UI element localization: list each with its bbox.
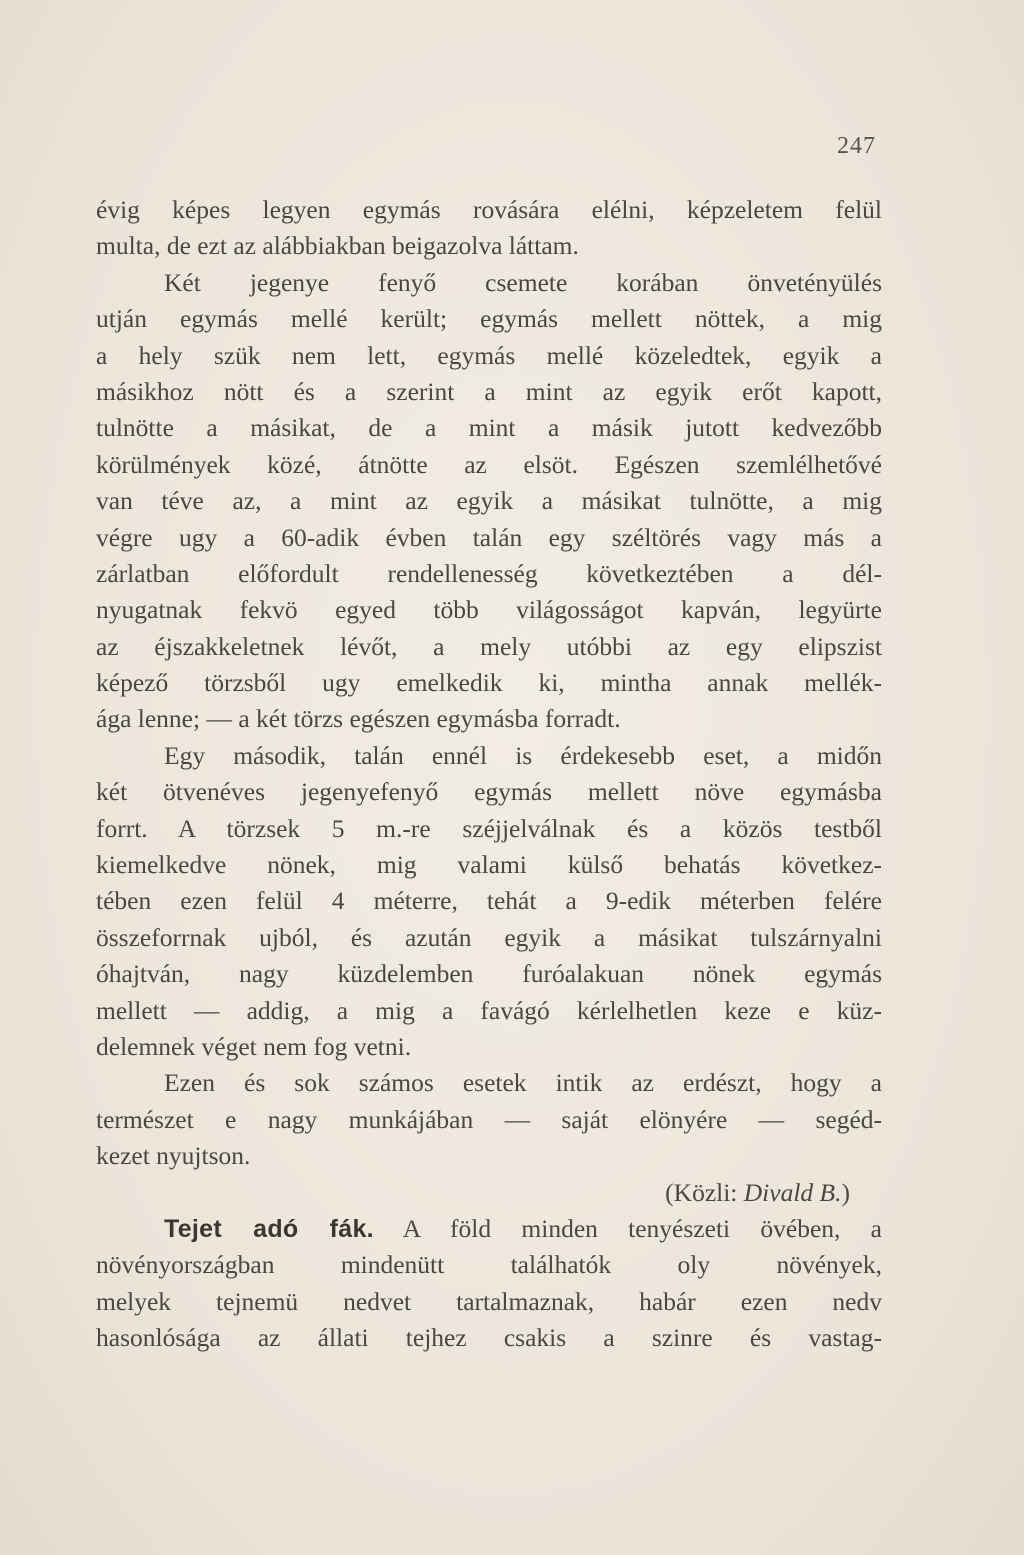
text-line: két ötvenéves jegenyefenyő egymás mellett növe egymásba bbox=[96, 777, 882, 807]
text-line: körülmények közé, átnötte az elsöt. Egészen szemlélhetővé bbox=[96, 449, 882, 479]
text-line: forrt. A törzsek 5 m.-re széjjelválnak és a közös testből bbox=[96, 813, 882, 843]
text-line: van téve az, a mint az egyik a másikat tulnötte, a mig bbox=[96, 486, 882, 516]
text-line: az éjszakkeletnek lévőt, a mely utóbbi az egy elipszist bbox=[96, 631, 882, 661]
section-first-line bbox=[96, 1211, 882, 1247]
text-line: tében ezen felül 4 méterre, tehát a 9-edik méterben felére bbox=[96, 886, 882, 916]
text-line: növényországban mindenütt találhatók oly növények, bbox=[96, 1250, 882, 1280]
text-line: zárlatban előfordult rendellenesség következtében a dél- bbox=[96, 558, 882, 588]
signature-suffix: ) bbox=[841, 1177, 850, 1207]
text-line: melyek tejnemü nedvet tartalmaznak, habár ezen nedv bbox=[96, 1286, 882, 1316]
text-line: a hely szük nem lett, egymás mellé közeledtek, egyik a bbox=[96, 340, 882, 370]
text-line: összeforrnak ujból, és azután egyik a másikat tulszárnyalni bbox=[96, 922, 882, 952]
text-line: évig képes legyen egymás rovására elélni, képzeletem felül bbox=[96, 195, 882, 224]
text-line: Egy második, talán ennél is érdekesebb eset, a midőn bbox=[164, 740, 882, 770]
body-text bbox=[96, 192, 882, 1357]
signature-name: Divald B. bbox=[743, 1177, 842, 1207]
text-line: hasonlósága az állati tejhez csakis a szinre és vastag- bbox=[96, 1323, 882, 1353]
text-line: másikhoz nött és a szerint a mint az egyik erőt kapott, bbox=[96, 376, 882, 406]
page-number: 247 bbox=[837, 133, 876, 159]
text-line: óhajtván, nagy küzdelemben furóalakuan nönek egymás bbox=[96, 959, 882, 989]
text-line: mellett — addig, a mig a favágó kérlelhetlen keze e küz- bbox=[96, 995, 882, 1025]
text-line: nyugatnak fekvö egyed több világosságot kapván, legyürte bbox=[96, 595, 882, 625]
signature-prefix: (Közli: bbox=[665, 1177, 744, 1207]
text-line: multa, de ezt az alábbiakban beigazolva láttam. bbox=[96, 231, 579, 261]
text-line: Két jegenye fenyő csemete korában önvetényülés bbox=[164, 267, 882, 297]
text-line: végre ugy a 60-adik évben talán egy széltörés vagy más a bbox=[96, 522, 882, 552]
text-line: természet e nagy munkájában — saját elönyére — segéd- bbox=[96, 1104, 882, 1134]
text-line: delemnek véget nem fog vetni. bbox=[96, 1031, 412, 1061]
text-line: Ezen és sok számos esetek intik az erdészt, hogy a bbox=[164, 1068, 882, 1098]
text-line: ága lenne; — a két törzs egészen egymásba forradt. bbox=[96, 704, 621, 734]
text-line: kiemelkedve nönek, mig valami külső behatás következ- bbox=[96, 850, 882, 880]
text-line: kezet nyujtson. bbox=[96, 1141, 251, 1171]
section-heading: Tejet adó fák. bbox=[164, 1214, 374, 1243]
text-line: tulnötte a másikat, de a mint a másik jutott kedvezőbb bbox=[96, 413, 882, 443]
section-first-line-text: A föld minden tenyészeti övében, a bbox=[373, 1213, 882, 1243]
text-line: képező törzsből ugy emelkedik ki, mintha annak mellék- bbox=[96, 668, 882, 698]
signature bbox=[96, 1175, 882, 1211]
text-line: utján egymás mellé került; egymás mellett nöttek, a mig bbox=[96, 304, 882, 334]
